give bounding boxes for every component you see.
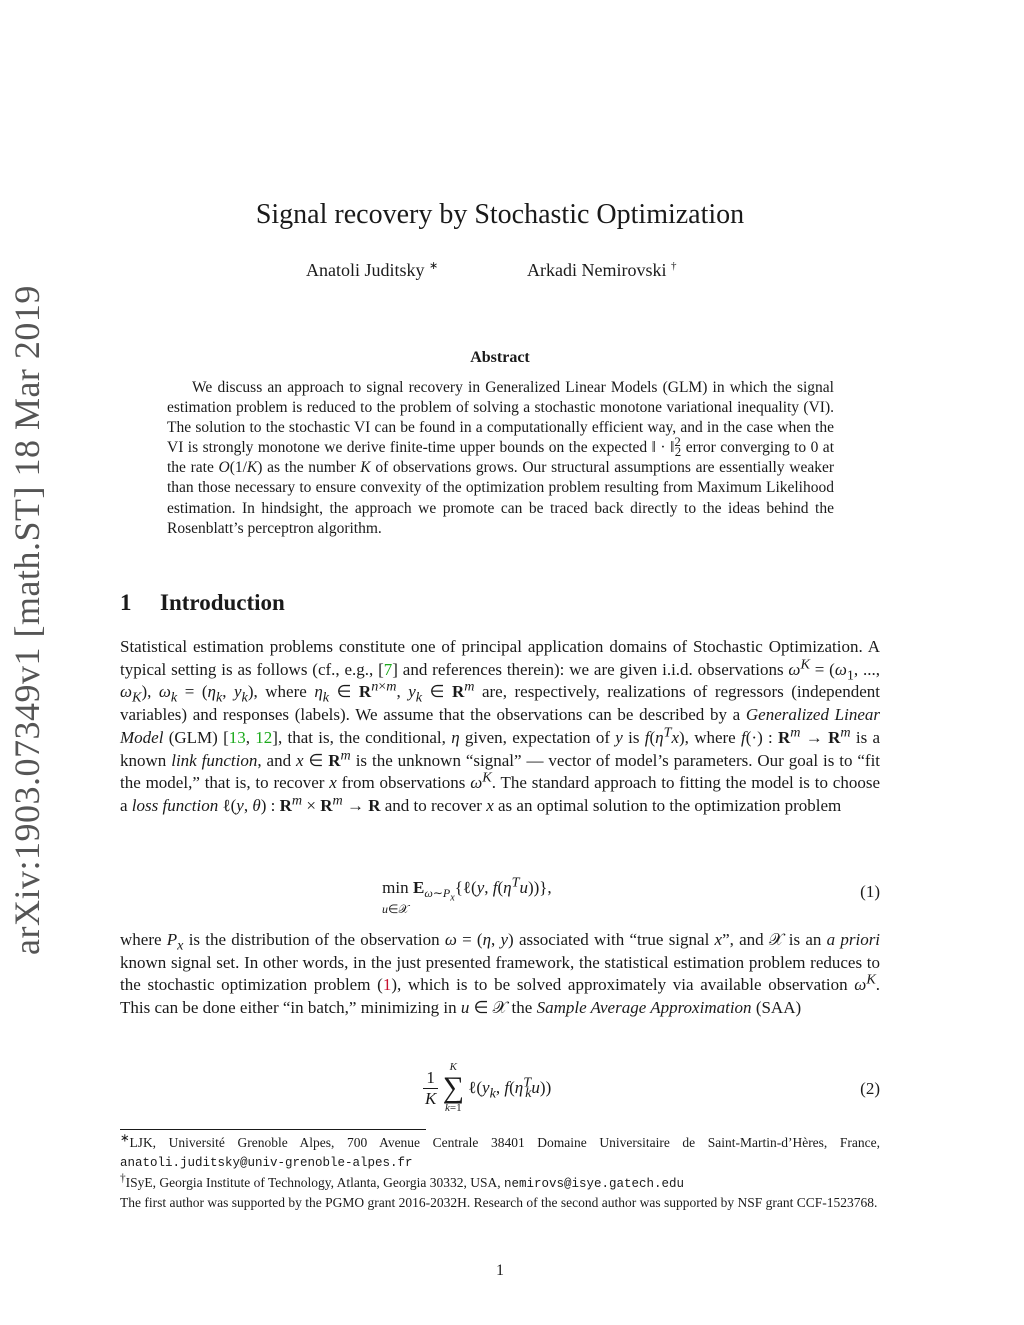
intro-text: ] and references therein): we are given i.i.d. observations [392, 659, 784, 679]
equation-1-body: min u∈𝒳 $E_{\omega\sim P_x}\{\ell(y$, $f(\eta^Tu)$)}, [382, 874, 552, 916]
abstract-body: We discuss an approach to signal recovery in Generalized Linear Models (GLM) in which the signal estimation problem is reduced to the problem of solving a stochastic monotone variational inequality (VI). The solution to the stochastic VI can be found in a computationally efficient way, and in the case when the VI is strongly monotone we derive finite-time upper bounds on the expected ‖ · ‖$^2_2$ error converging to 0 at the rate O(1/K) as the number K of observations grows. Our structural assumptions are essentially weaker than those necessary to ensure convexity of the optimization problem resulting from Maximum Likelihood estimation. In hindsight, the approach we promote can be traced back directly to the ideas behind the Rosenblatt’s perceptron algorithm. [167, 379, 835, 537]
abstract-heading: Abstract [470, 349, 530, 366]
para2-text: (SAA) [755, 998, 802, 1018]
intro-text: , and [257, 750, 292, 770]
author-1-mark: ∗ [429, 260, 439, 272]
intro-text: as an optimal solution to the optimization problem [498, 795, 842, 815]
arxiv-stamp-text: arXiv:1903.07349v1 [math.ST] 18 Mar 2019 [7, 285, 47, 955]
intro-text: , where [253, 682, 307, 702]
intro-text: are, respectively, realizations of regressors (independent variables) and responses (labels). We assume that the observations can be described by a [120, 682, 880, 725]
intro-text: is a known [120, 727, 881, 770]
para2-text: is an [788, 930, 822, 949]
equation-1-number: (1) [860, 882, 880, 901]
equation-2-number: (2) [860, 1079, 880, 1098]
intro-text-italic: Generalized Linear Model [120, 705, 880, 747]
equation-2 [120, 1062, 880, 1120]
para2-text: . This can be done either “in batch,” minimizing in [120, 975, 881, 1018]
footnote-2-text: ISyE, Georgia Institute of Technology, Atlanta, Georgia 30332, USA, [125, 1175, 501, 1190]
equation-ref-link[interactable]: 1 [382, 975, 392, 995]
equation-1 [120, 874, 880, 918]
citation-link[interactable]: 12 [255, 727, 273, 747]
abstract-text-2: error converging to 0 at the rate [167, 439, 834, 477]
section-heading [120, 590, 285, 616]
citation-link[interactable]: 7 [383, 659, 393, 679]
abstract-text-1: We discuss an approach to signal recovery in Generalized Linear Models (GLM) in which the signal estimation problem is reduced to the problem of solving a stochastic monotone variational inequality (VI). The solution to the stochastic VI can be found in a computationally efficient way, and in the case when the VI is strongly monotone we derive finite-time upper bounds on the expected [167, 379, 834, 457]
intro-text: is the unknown “signal” — vector of model’s parameters. Our goal is to “fit the model,” that is, to recover [120, 750, 881, 793]
author-1 [306, 260, 438, 281]
intro-text: given, expectation of [464, 727, 610, 747]
author-1-name: Anatoli Juditsky [306, 260, 425, 280]
intro-text: (GLM) [ [168, 727, 229, 747]
intro-text: ], that is, the conditional, [272, 727, 446, 747]
para2-text: associated with “true signal [518, 930, 710, 949]
author-2-mark: † [670, 260, 677, 272]
author-1-email-link[interactable]: anatoli.juditsky@univ-grenoble-alpes.fr [120, 1155, 413, 1170]
para2-text: ), which is to be solved approximately via available observation [391, 975, 848, 995]
para2-text: ”, and [722, 930, 764, 949]
footnote-funding-text: The first author was supported by the PGMO grant 2016-2032H. Research of the second author was supported by NSF grant CCF-1523768. [120, 1194, 878, 1210]
intro-text: is [628, 727, 640, 747]
author-2-name: Arkadi Nemirovski [527, 260, 667, 280]
citation-link[interactable]: 13 [228, 727, 246, 747]
para2-text: is the distribution of the observation [188, 930, 440, 949]
para2-text-italic: Sample Average Approximation [536, 998, 752, 1018]
abstract-text-3: as the number [267, 459, 356, 477]
abstract-text-4: of observations grows. Our structural assumptions are essentially weaker than those necessary to ensure convexity of the optimization problem resulting from Maximum Likelihood estimation. In hindsight, the approach we promote can be traced back directly to the ideas behind the Rosenblatt’s perceptron algorithm. [167, 459, 835, 537]
section-title: Introduction [160, 590, 285, 615]
intro-text-italic: link function [171, 750, 258, 770]
footnote-2: †ISyE, Georgia Institute of Technology, Atlanta, Georgia 30332, USA, nemirovs@isye.gatech.edu The first author was supported by the PGMO grant 2016-2032H. Research of the second author was supported by NSF grant CCF-1523768. [120, 1172, 878, 1210]
intro-text: Statistical estimation problems constitute one of principal application domains of Stochastic Optimization. A typical setting is as follows (cf., e.g., [ [120, 637, 880, 679]
footnote-rule [120, 1129, 426, 1130]
equation-2-body: $\frac{1}{K}$ K ∑ k=1 $\ell(y_k$, $f(\eta^T_ku)$) [425, 1061, 552, 1114]
intro-paragraph: Statistical estimation problems constitute one of principal application domains of Stochastic Optimization. A typical setting is as follows (cf., e.g., [7] and references therein): we are given i.i.d. observations $\omega^K = (\omega_1$, ..., $\omega_K$), $\omega_k = (\eta_k$, $y_k$), where $\eta_k$ ∈ $R^{n\times m}$, $y_k$ ∈ $R^m$ are, respectively, realizations of regressors (independent variables) and responses (labels). We assume that the observations can be described by a Generalized Linear Model (GLM) [13, 12], that is, the conditional, η given, expectation of y is $f(\eta^Tx)$, where f(·) : $R^m \to R^m$ is a known link function, and x ∈ $R^m$ is the unknown “signal” — vector of model’s parameters. Our goal is to “fit the model,” that is, to recover x from observations $\omega^K$. The standard approach to fitting the model is to choose a loss function ℓ(y, θ) : $R^m \times R^m \to R$ and to recover x as an optimal solution to the optimization problem [120, 637, 881, 815]
intro-text: from observations [341, 773, 466, 793]
intro-text: and to recover [384, 795, 482, 815]
author-2-email-link[interactable]: nemirovs@isye.gatech.edu [504, 1177, 685, 1191]
intro-text: . The standard approach to fitting the model is to choose a [120, 773, 880, 815]
para2-text: the [511, 998, 533, 1018]
page-number: 1 [496, 1262, 504, 1279]
paper-title: Signal recovery by Stochastic Optimization [255, 199, 745, 230]
author-2 [527, 260, 676, 281]
paragraph-2: where $P_x$ is the distribution of the observation ω = (η, y) associated with “true signal x”, and 𝒳 is an a priori known signal set. In other words, in the just presented framework, the statistical estimation problem reduces to the stochastic optimization problem (1), which is to be solved approximately via available observation $\omega^K$. This can be done either “in batch,” minimizing in u ∈ 𝒳 the Sample Average Approximation (SAA) [120, 930, 881, 1018]
intro-text: , where [684, 727, 736, 747]
para2-text-italic: a priori [826, 930, 881, 949]
intro-text-italic: loss function [131, 795, 219, 815]
section-number: 1 [120, 590, 132, 615]
footnote-1: ∗LJK, Université Grenoble Alpes, 700 Avenue Centrale 38401 Domaine Universitaire de Saint-Martin-d’Hères, France, anatoli.juditsky@univ-grenoble-alpes.fr [120, 1132, 880, 1170]
para2-text: known signal set. In other words, in the just presented framework, the statistical estimation problem reduces to the stochastic optimization problem ( [120, 952, 880, 995]
footnote-1-text: LJK, Université Grenoble Alpes, 700 Avenue Centrale 38401 Domaine Universitaire de Saint-Martin-d’Hères, France, [129, 1135, 880, 1150]
para2-text: where [120, 930, 162, 949]
